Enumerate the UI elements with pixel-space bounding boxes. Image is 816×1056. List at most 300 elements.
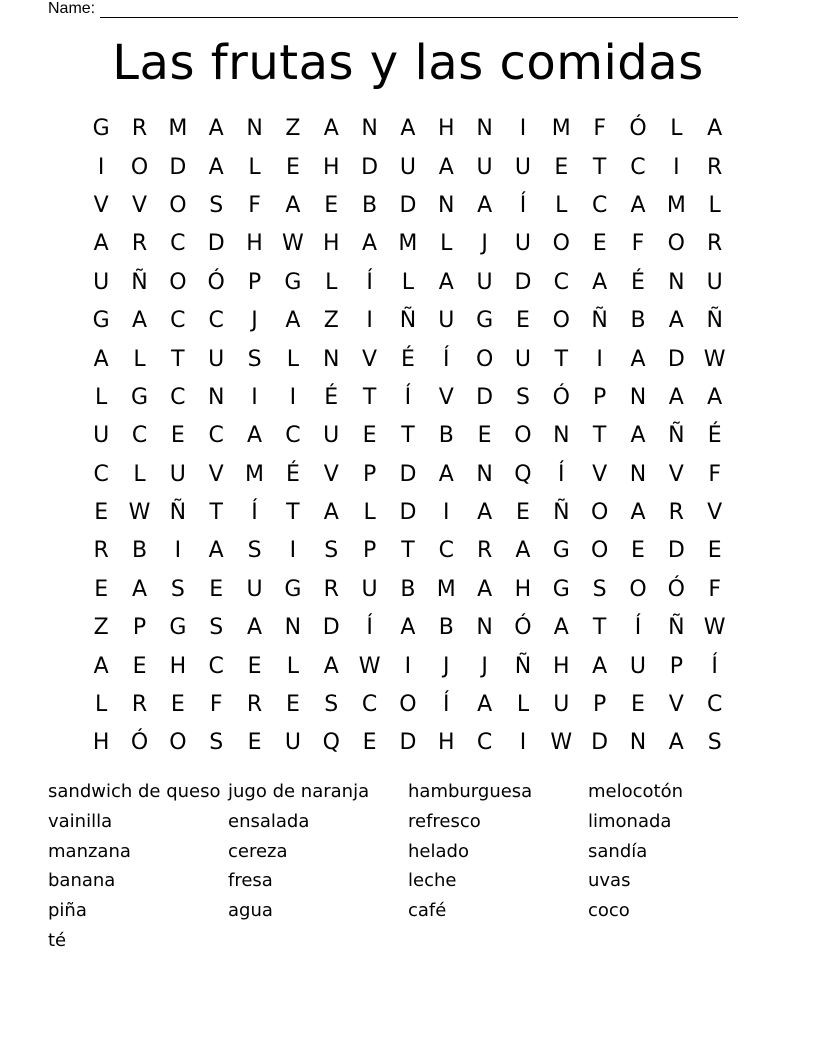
grid-letter: Í bbox=[558, 461, 565, 487]
grid-letter: G bbox=[552, 538, 570, 564]
grid-letter: B bbox=[630, 308, 646, 334]
grid-letter: H bbox=[437, 116, 455, 142]
grid-letter: N bbox=[207, 384, 225, 410]
grid-letter: E bbox=[209, 576, 224, 602]
grid-row bbox=[82, 187, 734, 225]
grid-letter: I bbox=[97, 154, 105, 180]
grid-letter: U bbox=[706, 269, 723, 295]
grid-letter: O bbox=[514, 423, 532, 449]
grid-letter: G bbox=[92, 116, 110, 142]
grid-letter: I bbox=[519, 730, 527, 756]
grid-letter: U bbox=[629, 653, 647, 679]
grid-letter: L bbox=[286, 346, 300, 372]
grid-letter: A bbox=[477, 500, 493, 526]
grid-letter: D bbox=[361, 154, 379, 180]
grid-letter: U bbox=[399, 154, 416, 180]
grid-letter: L bbox=[401, 269, 415, 295]
grid-letter: E bbox=[285, 692, 300, 718]
grid-letter: E bbox=[170, 423, 185, 449]
grid-letter: Ñ bbox=[514, 653, 532, 679]
grid-letter: A bbox=[630, 500, 646, 526]
grid-letter: Ó bbox=[667, 576, 685, 602]
grid-letter: Í bbox=[443, 692, 450, 718]
grid-letter: C bbox=[170, 308, 186, 334]
grid-letter: R bbox=[131, 692, 148, 718]
grid-letter: P bbox=[362, 538, 377, 564]
word-bank-item: agua bbox=[228, 900, 273, 922]
grid-letter: A bbox=[477, 576, 493, 602]
word-bank-item: refresco bbox=[408, 810, 481, 832]
grid-letter: A bbox=[93, 231, 109, 257]
grid-letter: O bbox=[590, 538, 609, 564]
grid-letter: C bbox=[630, 154, 646, 180]
grid-letter: A bbox=[400, 615, 416, 641]
grid-letter: Í bbox=[251, 500, 258, 526]
grid-letter: L bbox=[516, 692, 530, 718]
grid-letter: H bbox=[322, 154, 340, 180]
grid-letter: G bbox=[92, 308, 110, 334]
grid-row bbox=[82, 686, 734, 724]
grid-letter: C bbox=[208, 308, 224, 334]
grid-letter: O bbox=[552, 231, 570, 257]
grid-letter: A bbox=[477, 692, 493, 718]
grid-letter: A bbox=[668, 384, 684, 410]
grid-row bbox=[82, 110, 734, 148]
grid-letter: Ñ bbox=[131, 269, 148, 295]
grid-row bbox=[82, 340, 734, 378]
grid-letter: Z bbox=[285, 116, 301, 142]
grid-letter: D bbox=[667, 538, 685, 564]
grid-letter: T bbox=[401, 423, 415, 449]
grid-letter: U bbox=[246, 576, 263, 602]
grid-letter: L bbox=[133, 461, 146, 487]
grid-letter: A bbox=[477, 192, 493, 218]
word-bank-item: café bbox=[408, 900, 447, 922]
grid-letter: É bbox=[707, 423, 722, 449]
grid-letter: C bbox=[591, 192, 608, 218]
grid-letter: Í bbox=[366, 615, 373, 641]
grid-letter: C bbox=[706, 692, 723, 718]
grid-letter: A bbox=[208, 116, 224, 142]
grid-letter: Í bbox=[711, 653, 718, 679]
grid-letter: N bbox=[246, 116, 263, 142]
grid-letter: I bbox=[596, 346, 603, 372]
name-blank-line bbox=[100, 2, 738, 18]
grid-letter: N bbox=[553, 423, 570, 449]
grid-letter: C bbox=[208, 423, 224, 449]
grid-letter: N bbox=[476, 461, 493, 487]
grid-letter: A bbox=[668, 308, 684, 334]
grid-letter: R bbox=[707, 231, 723, 257]
grid-letter: E bbox=[247, 730, 262, 756]
grid-letter: A bbox=[553, 615, 569, 641]
grid-letter: Z bbox=[93, 615, 109, 641]
grid-letter: N bbox=[284, 615, 302, 641]
grid-letter: Ñ bbox=[169, 500, 187, 526]
grid-letter: E bbox=[94, 576, 109, 602]
grid-letter: V bbox=[668, 461, 684, 487]
grid-letter: O bbox=[399, 692, 417, 718]
grid-letter: F bbox=[593, 116, 606, 142]
grid-letter: S bbox=[170, 576, 185, 602]
grid-letter: P bbox=[247, 269, 262, 295]
grid-letter: A bbox=[247, 615, 263, 641]
grid-letter: Í bbox=[404, 384, 412, 410]
grid-row bbox=[82, 148, 734, 186]
grid-letter: U bbox=[514, 346, 531, 372]
word-bank-item: hamburguesa bbox=[408, 781, 533, 802]
grid-letter: V bbox=[592, 461, 608, 487]
grid-letter: L bbox=[286, 653, 300, 679]
grid-letter: R bbox=[668, 500, 684, 526]
word-bank-item: cereza bbox=[228, 840, 288, 862]
grid-letter: A bbox=[438, 154, 454, 180]
grid-row bbox=[82, 379, 734, 417]
grid-letter: R bbox=[131, 116, 148, 142]
grid-letter: E bbox=[94, 500, 109, 526]
grid-letter: T bbox=[554, 346, 569, 372]
grid-letter: I bbox=[404, 653, 412, 679]
grid-letter: C bbox=[208, 653, 224, 679]
grid-letter: C bbox=[93, 461, 109, 487]
grid-letter: M bbox=[436, 576, 456, 602]
grid-letter: É bbox=[400, 346, 415, 372]
grid-letter: C bbox=[553, 269, 569, 295]
grid-letter: B bbox=[438, 615, 454, 641]
grid-letter: P bbox=[362, 461, 377, 487]
grid-letter: G bbox=[284, 269, 302, 295]
grid-letter: É bbox=[285, 461, 300, 487]
grid-row bbox=[82, 609, 734, 647]
grid-letter: S bbox=[324, 538, 339, 564]
grid-letter: I bbox=[289, 538, 297, 564]
word-bank-item: limonada bbox=[588, 810, 672, 832]
grid-letter: V bbox=[438, 384, 454, 410]
grid-letter: A bbox=[93, 653, 109, 679]
grid-letter: U bbox=[93, 423, 110, 449]
grid-row bbox=[82, 456, 734, 494]
grid-letter: D bbox=[514, 269, 532, 295]
grid-letter: I bbox=[519, 116, 527, 142]
grid-letter: E bbox=[592, 231, 607, 257]
grid-letter: W bbox=[550, 730, 573, 756]
grid-letter: U bbox=[514, 231, 531, 257]
grid-letter: U bbox=[323, 423, 340, 449]
grid-letter: G bbox=[476, 308, 494, 334]
grid-letter: N bbox=[629, 384, 647, 410]
grid-letter: N bbox=[668, 269, 685, 295]
grid-row bbox=[82, 417, 734, 455]
grid-letter: D bbox=[591, 730, 609, 756]
grid-letter: D bbox=[399, 192, 417, 218]
grid-letter: L bbox=[670, 116, 683, 142]
grid-letter: O bbox=[169, 192, 187, 218]
grid-letter: A bbox=[707, 116, 723, 142]
grid-letter: R bbox=[93, 538, 109, 564]
word-bank-item: melocotón bbox=[588, 781, 684, 802]
grid-letter: A bbox=[208, 538, 224, 564]
grid-letter: M bbox=[245, 461, 265, 487]
grid-letter: T bbox=[592, 154, 607, 180]
word-bank bbox=[48, 777, 768, 956]
grid-letter: T bbox=[171, 346, 185, 372]
grid-letter: U bbox=[284, 730, 301, 756]
grid-letter: E bbox=[285, 154, 300, 180]
grid-letter: Ó bbox=[514, 615, 532, 641]
grid-letter: F bbox=[708, 461, 721, 487]
grid-letter: P bbox=[593, 692, 607, 718]
grid-letter: T bbox=[592, 615, 607, 641]
word-bank-item: sandwich de queso bbox=[48, 781, 221, 802]
grid-letter: T bbox=[286, 500, 300, 526]
grid-letter: D bbox=[399, 500, 417, 526]
grid-letter: D bbox=[207, 231, 225, 257]
grid-letter: F bbox=[209, 692, 223, 718]
grid-letter: Ñ bbox=[668, 615, 685, 641]
grid-letter: E bbox=[132, 653, 147, 679]
grid-letter: E bbox=[554, 154, 569, 180]
grid-letter: E bbox=[477, 423, 492, 449]
grid-letter: H bbox=[246, 231, 263, 257]
grid-letter: R bbox=[323, 576, 339, 602]
grid-letter: L bbox=[708, 192, 721, 218]
grid-letter: R bbox=[246, 692, 263, 718]
grid-letter: N bbox=[323, 346, 340, 372]
grid-row bbox=[82, 264, 734, 302]
grid-letter: G bbox=[169, 615, 187, 641]
grid-letter: V bbox=[707, 500, 723, 526]
name-label: Name: bbox=[48, 0, 96, 17]
grid-letter: G bbox=[130, 384, 149, 410]
grid-letter: L bbox=[133, 346, 146, 372]
word-bank-item: manzana bbox=[48, 840, 131, 862]
grid-letter: A bbox=[630, 346, 646, 372]
grid-letter: D bbox=[322, 615, 340, 641]
grid-letter: A bbox=[515, 538, 531, 564]
grid-letter: Q bbox=[514, 461, 532, 487]
grid-letter: Ó bbox=[629, 116, 647, 142]
grid-letter: Í bbox=[443, 346, 450, 372]
grid-letter: H bbox=[169, 653, 187, 679]
grid-letter: B bbox=[438, 423, 454, 449]
grid-letter: C bbox=[361, 692, 378, 718]
grid-letter: V bbox=[362, 346, 378, 372]
grid-letter: L bbox=[95, 692, 108, 718]
grid-letter: C bbox=[170, 231, 186, 257]
grid-letter: S bbox=[324, 692, 339, 718]
grid-letter: O bbox=[475, 346, 494, 372]
grid-letter: M bbox=[398, 231, 418, 257]
grid-letter: Ó bbox=[130, 730, 149, 756]
grid-letter: O bbox=[552, 308, 570, 334]
name-field bbox=[48, 0, 738, 18]
word-bank-item: jugo de naranja bbox=[228, 781, 370, 802]
grid-letter: H bbox=[437, 730, 455, 756]
grid-letter: A bbox=[668, 730, 684, 756]
grid-letter: I bbox=[443, 500, 450, 526]
grid-letter: U bbox=[169, 461, 186, 487]
grid-letter: M bbox=[666, 192, 686, 218]
grid-letter: D bbox=[476, 384, 494, 410]
grid-letter: A bbox=[592, 269, 608, 295]
grid-letter: A bbox=[93, 346, 109, 372]
grid-letter: A bbox=[285, 192, 301, 218]
grid-letter: Ó bbox=[552, 384, 570, 410]
grid-letter: P bbox=[593, 384, 607, 410]
grid-letter: L bbox=[555, 192, 568, 218]
grid-letter: L bbox=[95, 384, 108, 410]
grid-letter: L bbox=[440, 231, 453, 257]
grid-letter: A bbox=[247, 423, 263, 449]
word-bank-item: fresa bbox=[228, 870, 273, 892]
grid-letter: A bbox=[438, 461, 454, 487]
grid-letter: H bbox=[92, 730, 110, 756]
grid-letter: A bbox=[323, 653, 339, 679]
grid-letter: E bbox=[362, 730, 377, 756]
grid-letter: O bbox=[169, 269, 187, 295]
grid-letter: C bbox=[285, 423, 301, 449]
word-bank-item: banana bbox=[48, 870, 116, 892]
grid-letter: U bbox=[476, 269, 493, 295]
word-bank-item: uvas bbox=[588, 870, 631, 892]
grid-letter: P bbox=[669, 653, 683, 679]
grid-letter: A bbox=[285, 308, 301, 334]
grid-letter: C bbox=[170, 384, 186, 410]
grid-letter: I bbox=[289, 384, 297, 410]
grid-letter: A bbox=[400, 116, 416, 142]
grid-letter: C bbox=[131, 423, 148, 449]
grid-letter: T bbox=[592, 423, 607, 449]
grid-letter: E bbox=[707, 538, 722, 564]
grid-letter: S bbox=[515, 384, 530, 410]
grid-letter: T bbox=[362, 384, 377, 410]
grid-letter: V bbox=[323, 461, 339, 487]
grid-letter: J bbox=[251, 308, 258, 334]
grid-letter: É bbox=[324, 384, 339, 410]
grid-row bbox=[82, 532, 734, 570]
grid-letter: B bbox=[400, 576, 416, 602]
grid-letter: Í bbox=[519, 192, 527, 218]
grid-letter: R bbox=[476, 538, 493, 564]
grid-letter: É bbox=[631, 269, 645, 295]
grid-letter: D bbox=[399, 730, 417, 756]
grid-letter: Í bbox=[366, 269, 373, 295]
word-bank-item: sandía bbox=[588, 840, 648, 862]
grid-letter: I bbox=[366, 308, 373, 334]
grid-row bbox=[82, 494, 734, 532]
grid-row bbox=[82, 647, 734, 685]
grid-letter: E bbox=[170, 692, 185, 718]
grid-letter: Z bbox=[323, 308, 339, 334]
grid-letter: B bbox=[362, 192, 378, 218]
grid-letter: U bbox=[208, 346, 225, 372]
grid-letter: U bbox=[476, 154, 493, 180]
grid-letter: W bbox=[358, 653, 381, 679]
grid-letter: A bbox=[707, 384, 723, 410]
grid-letter: S bbox=[707, 730, 722, 756]
grid-letter: J bbox=[481, 653, 488, 679]
grid-letter: M bbox=[551, 116, 571, 142]
grid-letter: M bbox=[168, 116, 188, 142]
grid-letter: E bbox=[247, 653, 262, 679]
grid-letter: W bbox=[282, 231, 304, 257]
grid-row bbox=[82, 724, 734, 762]
grid-letter: N bbox=[361, 116, 378, 142]
grid-letter: E bbox=[631, 692, 645, 718]
grid-letter: C bbox=[438, 538, 454, 564]
grid-letter: N bbox=[629, 730, 647, 756]
grid-letter: S bbox=[209, 615, 224, 641]
grid-letter: J bbox=[443, 653, 450, 679]
grid-letter: A bbox=[592, 653, 608, 679]
grid-letter: N bbox=[476, 615, 493, 641]
grid-letter: Ñ bbox=[591, 308, 608, 334]
grid-letter: L bbox=[248, 154, 261, 180]
grid-letter: D bbox=[667, 346, 685, 372]
grid-letter: H bbox=[514, 576, 532, 602]
grid-letter: Q bbox=[322, 730, 340, 756]
grid-letter: Ñ bbox=[668, 423, 685, 449]
grid-letter: J bbox=[481, 231, 488, 257]
grid-letter: R bbox=[707, 154, 723, 180]
grid-letter: N bbox=[438, 192, 455, 218]
grid-letter: Ñ bbox=[706, 308, 723, 334]
grid-letter: Ó bbox=[207, 269, 225, 295]
grid-letter: D bbox=[169, 154, 187, 180]
grid-letter: G bbox=[284, 576, 302, 602]
grid-letter: V bbox=[131, 192, 148, 218]
grid-letter: E bbox=[516, 500, 530, 526]
grid-letter: G bbox=[552, 576, 570, 602]
grid-letter: S bbox=[209, 192, 224, 218]
grid-letter: I bbox=[673, 154, 680, 180]
grid-row bbox=[82, 571, 734, 609]
grid-letter: U bbox=[438, 308, 455, 334]
grid-letter: U bbox=[361, 576, 378, 602]
grid-letter: W bbox=[703, 346, 726, 372]
grid-letter: A bbox=[131, 308, 148, 334]
grid-letter: S bbox=[209, 730, 224, 756]
word-search-grid bbox=[82, 110, 734, 763]
grid-letter: V bbox=[93, 192, 109, 218]
grid-letter: I bbox=[251, 384, 258, 410]
grid-letter: A bbox=[131, 576, 148, 602]
grid-letter: P bbox=[132, 615, 147, 641]
word-bank-item: vainilla bbox=[48, 810, 113, 832]
grid-letter: Ñ bbox=[399, 308, 417, 334]
grid-letter: W bbox=[703, 615, 726, 641]
grid-letter: E bbox=[631, 538, 645, 564]
grid-letter: R bbox=[131, 231, 148, 257]
grid-letter: T bbox=[401, 538, 415, 564]
grid-letter: E bbox=[324, 192, 339, 218]
grid-letter: E bbox=[516, 308, 530, 334]
grid-letter: N bbox=[629, 461, 647, 487]
grid-letter: H bbox=[553, 653, 570, 679]
grid-letter: O bbox=[667, 231, 685, 257]
grid-letter: T bbox=[209, 500, 223, 526]
word-bank-item: piña bbox=[48, 900, 87, 922]
grid-letter: A bbox=[323, 500, 339, 526]
grid-letter: N bbox=[476, 116, 493, 142]
grid-letter: E bbox=[362, 423, 377, 449]
grid-letter: Ñ bbox=[553, 500, 570, 526]
grid-letter: O bbox=[590, 500, 609, 526]
grid-row bbox=[82, 302, 734, 340]
grid-letter: D bbox=[399, 461, 417, 487]
grid-letter: S bbox=[247, 346, 262, 372]
grid-row bbox=[82, 225, 734, 263]
